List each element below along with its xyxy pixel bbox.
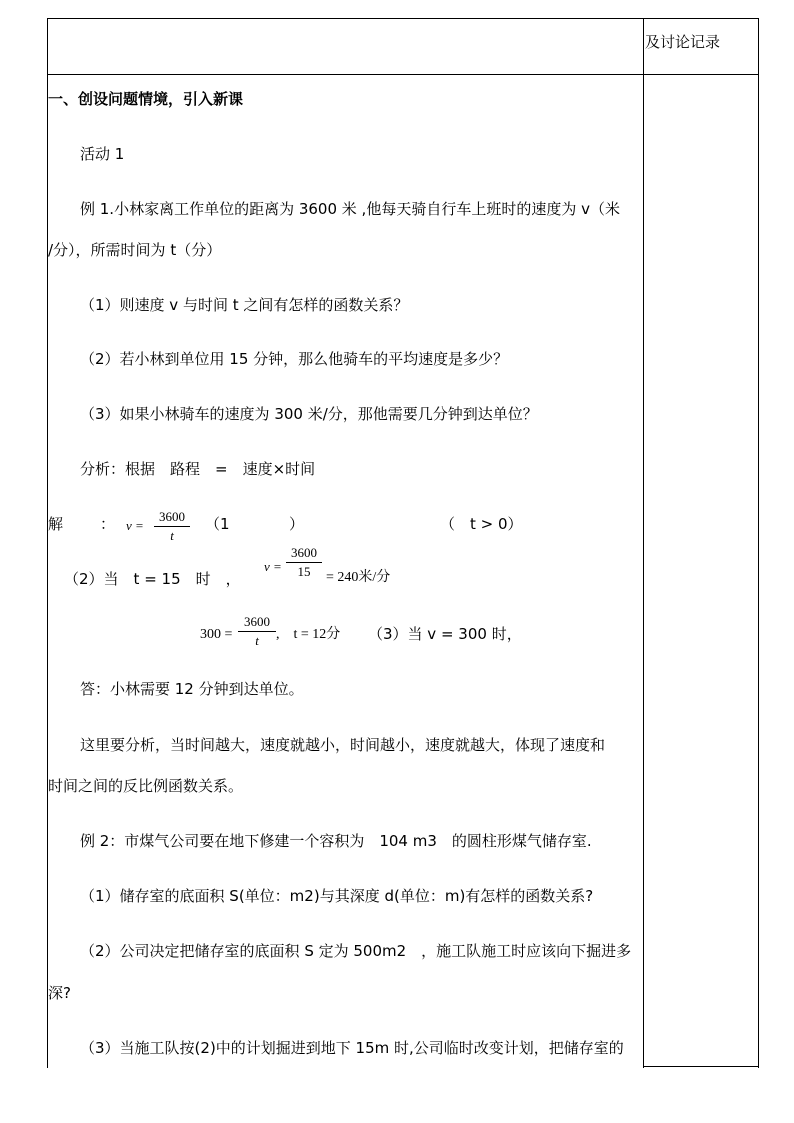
example1-question3: （3）如果小林骑车的速度为 300 米/分，那他需要几分钟到达单位？ [80,405,538,423]
part3-result: , t = 12分 [276,627,341,642]
solution-condition: （ t > 0） [440,515,523,533]
part3-lhs: 300 = [200,627,233,642]
part2-fraction [286,545,322,580]
part3-fraction-numerator: 3600 [244,614,270,629]
solution-fraction [154,509,190,544]
example1-question2: （2）若小林到单位用 15 分钟，那么他骑车的平均速度是多少？ [80,350,509,368]
example2-question2-line2: 深? [48,984,71,1002]
example1-question1: （1）则速度 v 与时间 t 之间有怎样的函数关系？ [80,296,409,314]
part3-label: （3）当 v = 300 时， [368,625,522,643]
example1-line1: 例 1.小林家离工作单位的距离为 3600 米 ,他每天骑自行车上班时的速度为 v（米 [80,200,620,218]
solution-fraction-numerator: 3600 [159,509,185,524]
right-column-bottom-border [643,1066,759,1067]
table-column-divider [643,18,644,1068]
analysis-text: 分析：根据 路程 = 速度×时间 [80,460,316,478]
solution-label: 解 [48,515,64,533]
part2-fraction-bar [286,562,322,563]
answer-text: 答：小林需要 12 分钟到达单位。 [80,680,304,698]
solution-fraction-denominator: t [170,528,174,543]
table-header-divider [47,74,759,75]
example1-line2: /分），所需时间为 t（分） [48,241,222,259]
section-heading: 一、创设问题情境，引入新课 [48,90,244,108]
note-line2: 时间之间的反比例函数关系。 [48,777,244,795]
example2-question2-line1: （2）公司决定把储存室的底面积 S 定为 500m2 ，施工队施工时应该向下掘进多 [80,942,632,960]
solution-colon: ： [100,515,116,533]
part2-fraction-denominator: 15 [297,564,311,579]
solution-fraction-bar [154,526,190,527]
part2-v-equals: v = [264,559,282,574]
part2-result: = 240米/分 [326,570,391,585]
solution-part1-label: （1 [205,515,230,533]
part3-fraction-denominator: t [255,633,259,648]
activity-label: 活动 1 [80,145,125,163]
right-column-header: 及讨论记录 [645,33,721,51]
table-right-border [758,18,759,1068]
example2-question1: （1）储存室的底面积 S(单位：m2)与其深度 d(单位：m)有怎样的函数关系? [80,887,594,905]
solution-part1-close: ） [289,515,305,533]
example2-intro: 例 2：市煤气公司要在地下修建一个容积为 104 m3 的圆柱形煤气储存室. [80,832,592,850]
table-top-border [47,18,759,19]
table-left-border [47,18,48,1068]
solution-v-equals: v = [126,518,144,533]
note-line1: 这里要分析，当时间越大，速度就越小，时间越小，速度就越大，体现了速度和 [80,736,606,754]
part2-fraction-numerator: 3600 [291,545,317,560]
part3-fraction [238,614,276,649]
example2-question3-line1: （3）当施工队按(2)中的计划掘进到地下 15m 时,公司临时改变计划，把储存室的 [80,1039,624,1057]
part2-label: （2）当 t = 15 时 ， [64,570,241,588]
part3-fraction-bar [238,631,276,632]
